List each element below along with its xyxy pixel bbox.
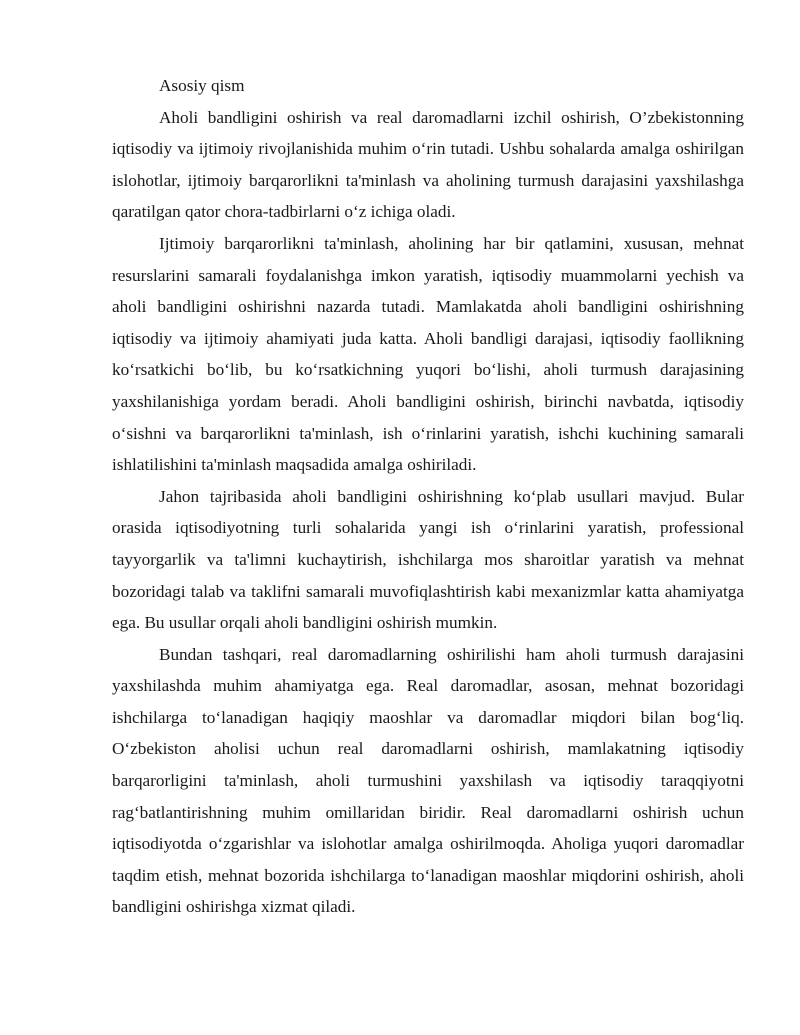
paragraph-4: Bundan tashqari, real daromadlarning oshirilishi ham aholi turmush darajasini yaxshilashda muhim ahamiyatga ega. Real daromadlar, asosan, mehnat bozoridagi ishchilarga to‘lanadigan haqiqiy maoshlar va daromadlar miqdori bilan bog‘liq. O‘zbekiston aholisi uchun real daromadlarni oshirish, mamlakatning iqtisodiy barqarorligini ta'minlash, aholi turmushini yaxshilash va iqtisodiy taraqqiyotni rag‘batlantirishning muhim omillaridan biridir. Real daromadlarni oshirish uchun iqtisodiyotda o‘zgarishlar va islohotlar amalga oshirilmoqda. Aholiga yuqori daromadlar taqdim etish, mehnat bozorida ishchilarga to‘lanadigan maoshlar miqdorini oshirish, aholi bandligini oshirishga xizmat qiladi.	[112, 644, 744, 917]
section-title: Asosiy qism	[159, 76, 245, 95]
paragraph-3: Jahon tajribasida aholi bandligini oshirishning ko‘plab usullari mavjud. Bular orasida iqtisodiyotning turli sohalarida yangi ish o‘rinlarini yaratish, professional tayyorgarlik va ta'limni kuchaytirish, ishchilarga mos sharoitlar yaratish va mehnat bozoridagi talab va taklifni samarali muvofiqlashtirish kabi mexanizmlar katta ahamiyatga ega. Bu usullar orqali aholi bandligini oshirish mumkin.	[112, 486, 744, 633]
document-page	[112, 70, 744, 923]
paragraph-2: Ijtimoiy barqarorlikni ta'minlash, aholining har bir qatlamini, xususan, mehnat resurslarini samarali foydalanishga imkon yaratish, iqtisodiy muammolarni yechish va aholi bandligini oshirishni nazarda tutadi. Mamlakatda aholi bandligini oshirishning iqtisodiy va ijtimoiy ahamiyati juda katta. Aholi bandligi darajasi, iqtisodiy faollikning ko‘rsatkichi bo‘lib, bu ko‘rsatkichning yuqori bo‘lishi, aholi turmush darajasining yaxshilanishiga yordam beradi. Aholi bandligini oshirish, birinchi navbatda, iqtisodiy o‘sishni va barqarorlikni ta'minlash, ish o‘rinlarini yaratish, ishchi kuchining samarali ishlatilishini ta'minlash maqsadida amalga oshiriladi.	[112, 233, 744, 475]
paragraph-1: Aholi bandligini oshirish va real daromadlarni izchil oshirish, O’zbekistonning iqtisodiy va ijtimoiy rivojlanishida muhim o‘rin tutadi. Ushbu sohalarda amalga oshirilgan islohotlar, ijtimoiy barqarorlikni ta'minlash va aholining turmush darajasini yaxshilashga qaratilgan qator chora-tadbirlarni o‘z ichiga oladi.	[112, 107, 744, 222]
